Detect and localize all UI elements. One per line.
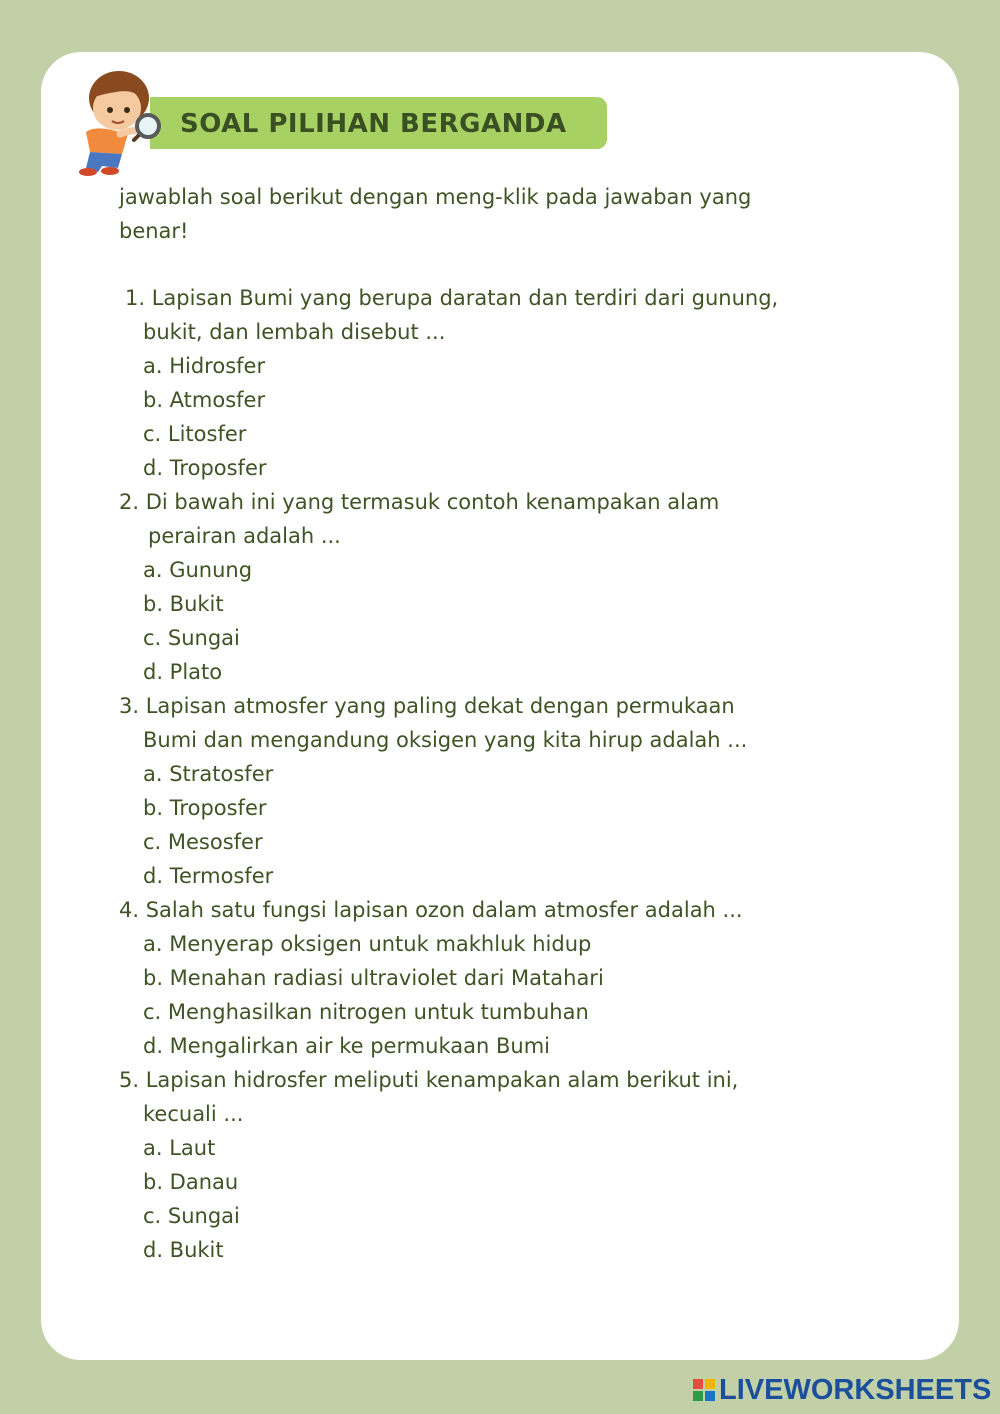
question-4-text: 4. Salah satu fungsi lapisan ozon dalam atmosfer adalah ... (119, 898, 743, 922)
question-1-text: 1. Lapisan Bumi yang berupa daratan dan terdiri dari gunung, (125, 286, 779, 310)
question-3-text: 3. Lapisan atmosfer yang paling dekat dengan permukaan (119, 694, 735, 718)
question-2-option-c[interactable]: c. Sungai (143, 626, 240, 650)
question-4-option-c[interactable]: c. Menghasilkan nitrogen untuk tumbuhan (143, 1000, 589, 1024)
question-2-text-cont: perairan adalah ... (148, 524, 341, 548)
liveworksheets-icon (693, 1379, 715, 1401)
question-2-option-a[interactable]: a. Gunung (143, 558, 253, 582)
question-5-option-b[interactable]: b. Danau (143, 1170, 239, 1194)
question-5-option-a[interactable]: a. Laut (143, 1136, 216, 1160)
question-4-option-d[interactable]: d. Mengalirkan air ke permukaan Bumi (143, 1034, 550, 1058)
question-4-option-a[interactable]: a. Menyerap oksigen untuk makhluk hidup (143, 932, 592, 956)
question-5-text: 5. Lapisan hidrosfer meliputi kenampakan alam berikut ini, (119, 1068, 739, 1092)
question-2-option-b[interactable]: b. Bukit (143, 592, 224, 616)
question-5-text-cont: kecuali ... (143, 1102, 244, 1126)
instruction-line-2: benar! (119, 219, 189, 243)
question-3-text-cont: Bumi dan mengandung oksigen yang kita hirup adalah ... (143, 728, 748, 752)
question-3-option-b[interactable]: b. Troposfer (143, 796, 267, 820)
question-1-option-b[interactable]: b. Atmosfer (143, 388, 266, 412)
brand-name: LIVEWORKSHEETS (719, 1373, 992, 1406)
question-1-option-a[interactable]: a. Hidrosfer (143, 354, 266, 378)
question-5-option-d[interactable]: d. Bukit (143, 1238, 224, 1262)
liveworksheets-logo (693, 1374, 991, 1406)
question-3-option-d[interactable]: d. Termosfer (143, 864, 274, 888)
question-1-text-cont: bukit, dan lembah disebut ... (143, 320, 446, 344)
question-2-option-d[interactable]: d. Plato (143, 660, 223, 684)
question-5-option-c[interactable]: c. Sungai (143, 1204, 240, 1228)
page-title: SOAL PILIHAN BERGANDA (180, 109, 567, 139)
question-3-option-a[interactable]: a. Stratosfer (143, 762, 274, 786)
question-2-text: 2. Di bawah ini yang termasuk contoh kenampakan alam (119, 490, 720, 514)
instruction-line-1: jawablah soal berikut dengan meng-klik pada jawaban yang (119, 185, 752, 209)
question-1-option-c[interactable]: c. Litosfer (143, 422, 247, 446)
question-1-option-d[interactable]: d. Troposfer (143, 456, 267, 480)
kid-with-magnifier-icon (72, 68, 164, 178)
question-3-option-c[interactable]: c. Mesosfer (143, 830, 263, 854)
question-4-option-b[interactable]: b. Menahan radiasi ultraviolet dari Matahari (143, 966, 604, 990)
